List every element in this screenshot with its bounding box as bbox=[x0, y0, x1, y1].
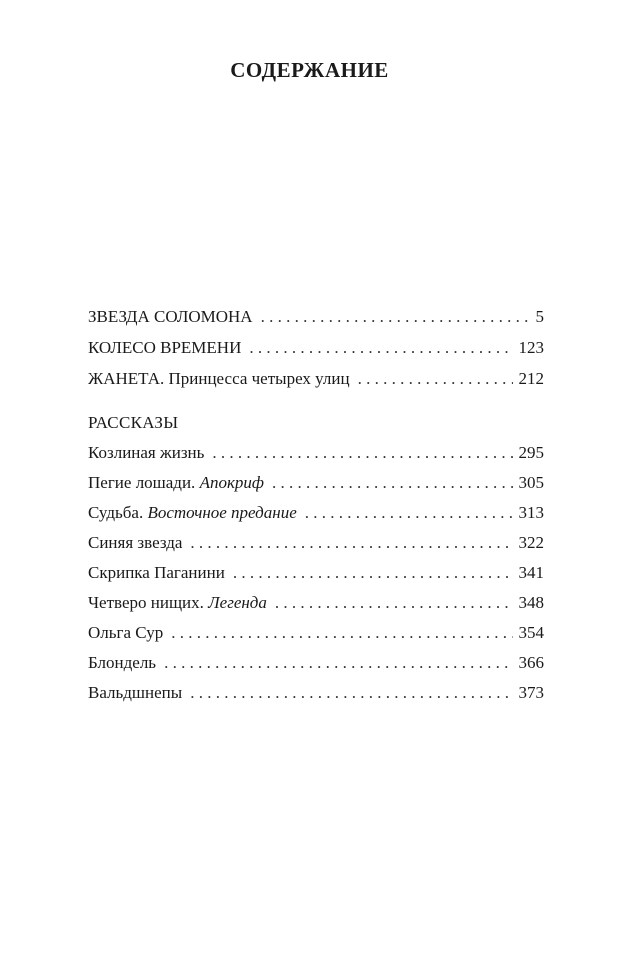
toc-entry-page: 295 bbox=[518, 443, 544, 462]
toc-entry-subtitle: Апокриф bbox=[199, 473, 264, 492]
dot-leader bbox=[171, 618, 512, 648]
toc-entry-title: Синяя звезда bbox=[88, 533, 183, 552]
toc-entry-title: Блондель bbox=[88, 653, 157, 672]
toc-entry bbox=[88, 618, 544, 648]
toc-entry-title: Судьба. Восточное предание bbox=[88, 503, 297, 522]
toc-entry-page: 305 bbox=[518, 473, 544, 492]
toc-entry-title: Козлиная жизнь bbox=[88, 443, 205, 462]
contents-heading: СОДЕРЖАНИЕ bbox=[230, 58, 389, 82]
dot-leader bbox=[358, 363, 513, 394]
toc-entry-page: 354 bbox=[518, 623, 544, 642]
toc-entry-page: 313 bbox=[518, 503, 544, 522]
toc-entry-title: Вальдшнепы bbox=[88, 683, 183, 702]
dot-leader bbox=[272, 468, 513, 498]
dot-leader bbox=[233, 558, 513, 588]
toc-entry bbox=[88, 558, 544, 588]
toc-entry-page: 5 bbox=[535, 307, 544, 326]
toc-entry-page: 341 bbox=[518, 563, 544, 582]
dot-leader bbox=[261, 301, 530, 332]
toc-entry-page: 373 bbox=[518, 683, 544, 702]
toc-entry-title: Пегие лошади. Апокриф bbox=[88, 473, 264, 492]
toc-entry bbox=[88, 678, 544, 708]
toc-entry bbox=[88, 648, 544, 678]
dot-leader bbox=[164, 648, 512, 678]
toc-entry bbox=[88, 438, 544, 468]
toc-entry bbox=[88, 301, 544, 332]
toc-entry bbox=[88, 588, 544, 618]
toc-entry bbox=[88, 528, 544, 558]
toc-entry-title: Скрипка Паганини bbox=[88, 563, 225, 582]
toc-entry-title: КОЛЕСО ВРЕМЕНИ bbox=[88, 338, 242, 357]
dot-leader bbox=[275, 588, 513, 618]
dot-leader bbox=[305, 498, 513, 528]
toc-entry-title: Четверо нищих. Легенда bbox=[88, 593, 267, 612]
toc-entry-subtitle: Принцесса четырех улиц bbox=[168, 369, 350, 388]
toc-entry-page: 348 bbox=[518, 593, 544, 612]
toc-entry-title: Ольга Сур bbox=[88, 623, 164, 642]
toc-entry-page: 366 bbox=[518, 653, 544, 672]
toc-entry bbox=[88, 468, 544, 498]
toc-entry-title: ЗВЕЗДА СОЛОМОНА bbox=[88, 307, 253, 326]
toc-entry-page: 212 bbox=[518, 369, 544, 388]
dot-leader bbox=[212, 438, 512, 468]
dot-leader bbox=[190, 528, 512, 558]
toc-entry bbox=[88, 363, 544, 394]
table-of-contents bbox=[88, 301, 544, 708]
toc-entry-page: 322 bbox=[518, 533, 544, 552]
toc-entry-subtitle: Восточное предание bbox=[147, 503, 297, 522]
dot-leader bbox=[249, 332, 512, 363]
toc-entry-subtitle: Легенда bbox=[208, 593, 267, 612]
toc-entry-title: ЖАНЕТА. Принцесса четырех улиц bbox=[88, 369, 350, 388]
toc-entry bbox=[88, 498, 544, 528]
toc-entry-page: 123 bbox=[518, 338, 544, 357]
dot-leader bbox=[190, 678, 512, 708]
toc-entry bbox=[88, 332, 544, 363]
stories-section-label: РАССКАЗЫ bbox=[88, 413, 179, 432]
